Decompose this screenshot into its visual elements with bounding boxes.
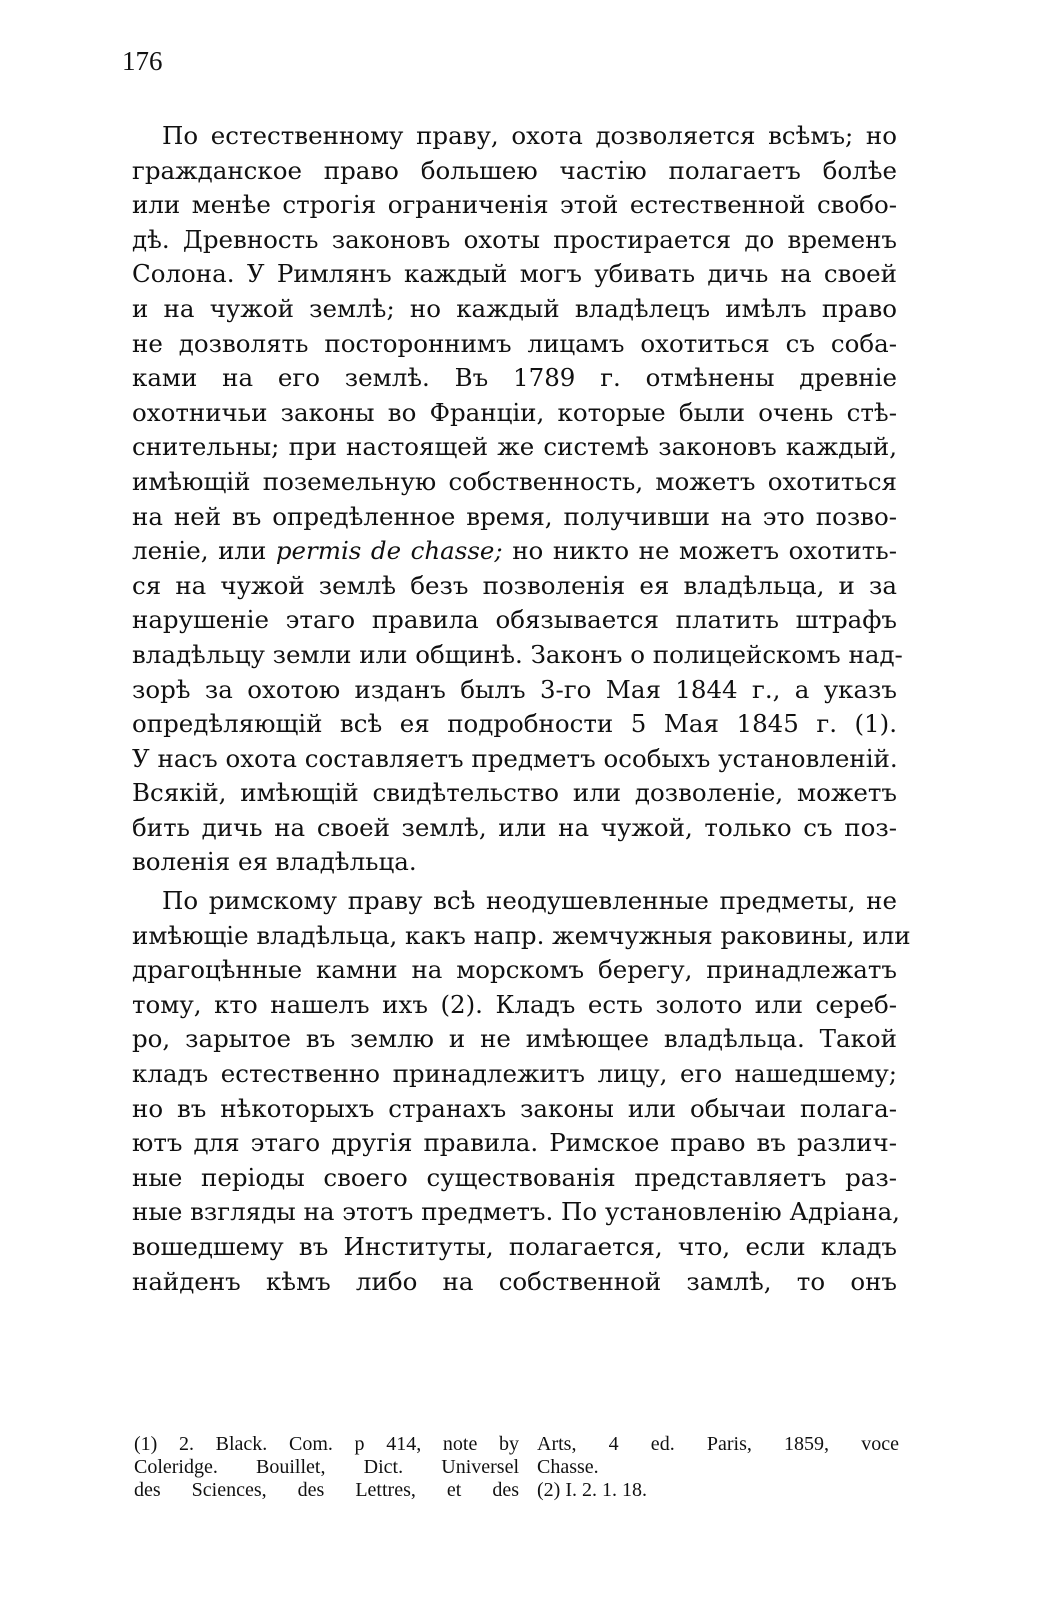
text-line: владѣльцу земли или общинѣ. Законъ о полицейскомъ над-	[132, 639, 903, 669]
text-line: опредѣляющій всѣ ея подробности 5 Мая 1845 г. (1).	[132, 709, 897, 739]
text-line: охотничьи законы во Франціи, которые были очень стѣ-	[132, 397, 897, 427]
text-line: нарушеніе этаго правила обязывается платить штрафъ	[132, 605, 897, 635]
text-line: найденъ кѣмъ либо на собственной замлѣ, то онъ	[132, 1266, 897, 1296]
text-line: ся на чужой землѣ безъ позволенія ея владѣльца, и за	[132, 570, 897, 600]
italic-phrase: permis de chasse;	[275, 536, 503, 566]
text-line: тому, кто нашелъ ихъ (2). Кладъ есть золото или сереб-	[132, 989, 897, 1019]
text-line: или менѣе строгія ограниченія этой естественной свобо-	[132, 190, 897, 220]
footnote-left: Coleridge. Bouillet, Dict. Universel	[134, 1456, 519, 1478]
text-line: но въ нѣкоторыхъ странахъ законы или обычаи полага-	[132, 1093, 897, 1123]
text-line: бить дичь на своей землѣ, или на чужой, только съ поз-	[132, 812, 897, 842]
text-line: ро, зарытое въ землю и не имѣющее владѣльца. Такой	[132, 1024, 897, 1054]
text-line: имѣющіе владѣльца, какъ напр. жемчужныя раковины, или	[132, 920, 911, 950]
text-line: Всякій, имѣющій свидѣтельство или дозволеніе, можетъ	[132, 778, 897, 808]
footnote-row	[134, 1433, 899, 1456]
text-line: кладъ естественно принадлежитъ лицу, его нашедшему;	[132, 1059, 897, 1089]
text-line: По естественному праву, охота дозволяется всѣмъ; но	[162, 121, 897, 150]
text-line: снительны; при настоящей же системѣ законовъ каждый,	[132, 432, 897, 462]
footnote-left: des Sciences, des Lettres, et des	[134, 1479, 519, 1501]
text-line: Солона. У Римлянъ каждый могъ убивать дичь на своей	[132, 259, 897, 289]
text-segment: леніе, или	[132, 536, 276, 566]
page-number: 176	[122, 46, 163, 76]
text-line-with-italic	[132, 534, 897, 569]
text-line: У насъ охота составляетъ предметъ особыхъ установленій.	[132, 743, 898, 773]
text-line: ютъ для этаго другія правила. Римское право въ различ-	[132, 1128, 897, 1158]
text-line: дѣ. Древность законовъ охоты простирается до временъ	[132, 224, 897, 254]
text-line: вошедшему въ Институты, полагается, что, если кладъ	[132, 1232, 897, 1261]
text-line: драгоцѣнные камни на морскомъ берегу, принадлежатъ	[132, 955, 897, 985]
footnote-left: (1) 2. Black. Com. p 414, note by	[134, 1433, 519, 1455]
text-line: на ней въ опредѣленное время, получивши на это позво-	[132, 501, 897, 531]
footnotes	[134, 1433, 899, 1502]
text-line: воленія ея владѣльца.	[132, 847, 417, 877]
footnote-row	[134, 1479, 899, 1502]
text-segment: но никто не можетъ охотить-	[502, 536, 897, 566]
footnote-row	[134, 1456, 899, 1479]
text-line: и на чужой землѣ; но каждый владѣлецъ имѣлъ право	[132, 293, 897, 323]
text-line: ные періоды своего существованія представляетъ раз-	[132, 1162, 897, 1192]
footnote-right: (2) I. 2. 1. 18.	[537, 1479, 647, 1501]
text-line: ками на его землѣ. Въ 1789 г. отмѣнены древніе	[132, 363, 897, 393]
footnote-right: Chasse.	[537, 1456, 599, 1478]
text-line: зорѣ за охотою изданъ былъ 3-го Мая 1844 г., а указъ	[132, 674, 897, 704]
text-line: гражданское право большею частію полагаетъ болѣе	[132, 155, 897, 185]
text-line: имѣющій поземельную собственность, можетъ охотиться	[132, 466, 897, 496]
text-line: ные взгляды на этотъ предметъ. По установленію Адріана,	[132, 1197, 900, 1227]
body-text	[132, 119, 911, 1299]
footnote-right: Arts, 4 ed. Paris, 1859, voce	[537, 1433, 899, 1455]
text-line: не дозволять постороннимъ лицамъ охотиться съ соба-	[132, 328, 897, 358]
text-line: По римскому праву всѣ неодушевленные предметы, не	[162, 886, 897, 916]
